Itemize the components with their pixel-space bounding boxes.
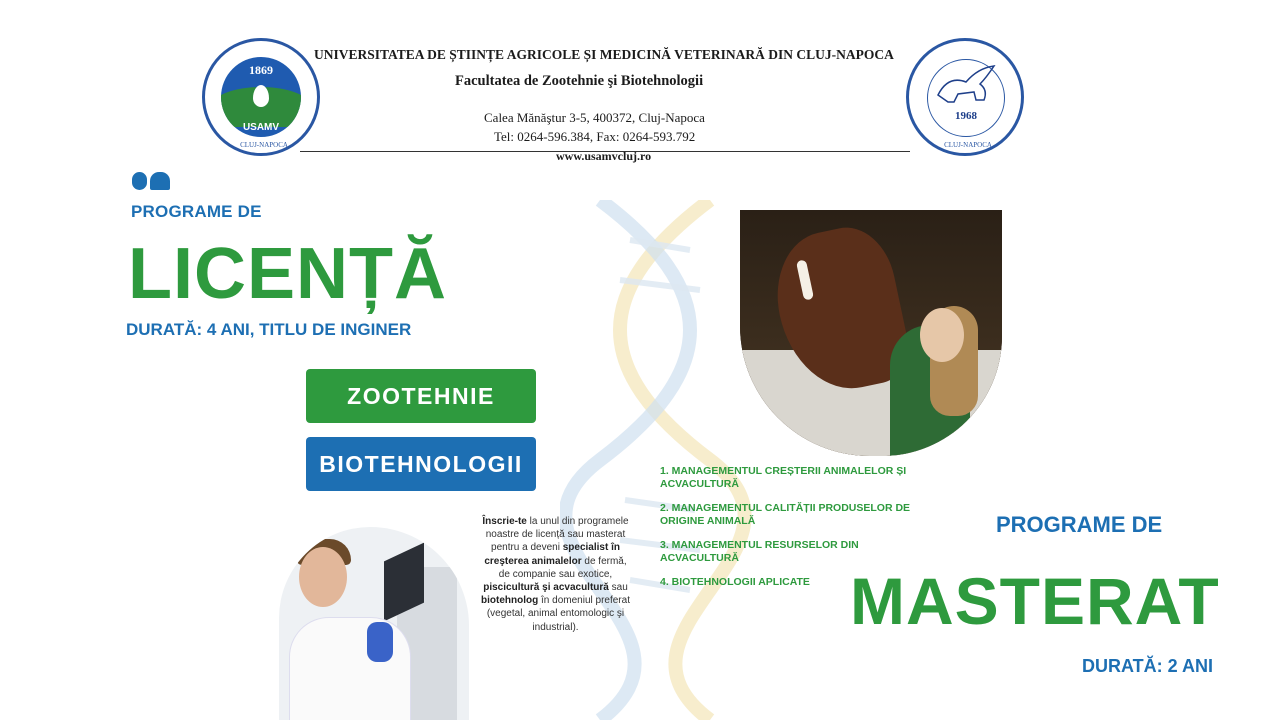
laboratory-photo	[279, 527, 469, 720]
brand-mark-icon	[132, 172, 147, 190]
licenta-prefix: PROGRAME DE	[131, 202, 262, 221]
brand-mark-icon-2	[150, 172, 170, 190]
website-link[interactable]: www.usamvcluj.ro	[556, 149, 652, 163]
masterat-duration: DURATĂ: 2 ANI	[1082, 656, 1213, 676]
list-item: 2. MANAGEMENTUL CALITĂȚII PRODUSELOR DE ORIGINE ANIMALĂ	[660, 502, 911, 527]
masterat-prefix: PROGRAME DE	[996, 512, 1163, 537]
contact-text: Tel: 0264-596.384, Fax: 0264-593.792	[494, 129, 696, 144]
masterat-title: MASTERAT	[850, 564, 1220, 638]
horse-stable-photo	[740, 210, 1002, 456]
list-item: 4. BIOTEHNOLOGII APLICATE	[660, 576, 810, 588]
licenta-duration: DURATĂ: 4 ANI, TITLU DE INGINER	[126, 320, 412, 339]
university-name: UNIVERSITATEA DE ȘTIINȚE AGRICOLE ȘI MEDICINĂ VETERINARĂ DIN CLUJ-NAPOCA	[314, 47, 894, 62]
list-item: 1. MANAGEMENTUL CREȘTERII ANIMALELOR ȘI ACVACULTURĂ	[660, 465, 907, 490]
usamv-seal-logo: 1869 USAMV CLUJ-NAPOCA	[202, 38, 320, 156]
faculty-seal-logo: 1968 CLUJ-NAPOCA	[906, 38, 1024, 156]
description-paragraph: Înscrie-te la unul din programele noastre de licență sau masterat pentru a deveni specialist în creşterea animalelor de fermă, de companie sau exotice, piscicultură şi acvacultură sau biotehnolog în domeniul preferat (vegetal, animal entomologic şi industrial).	[481, 516, 630, 633]
pegasus-icon	[928, 60, 1004, 110]
dna-helix-background	[560, 200, 760, 720]
address-text: Calea Mănăştur 3-5, 400372, Cluj-Napoca	[484, 110, 705, 125]
zootehnie-program-button[interactable]: ZOOTEHNIE	[306, 369, 536, 423]
list-item: 3. MANAGEMENTUL RESURSELOR DIN ACVACULTURĂ	[660, 539, 859, 564]
licenta-title: LICENȚĂ	[128, 234, 447, 314]
faculty-name: Facultatea de Zootehnie şi Biotehnologii	[455, 73, 704, 89]
biotehnologii-program-button[interactable]: BIOTEHNOLOGII	[306, 437, 536, 491]
